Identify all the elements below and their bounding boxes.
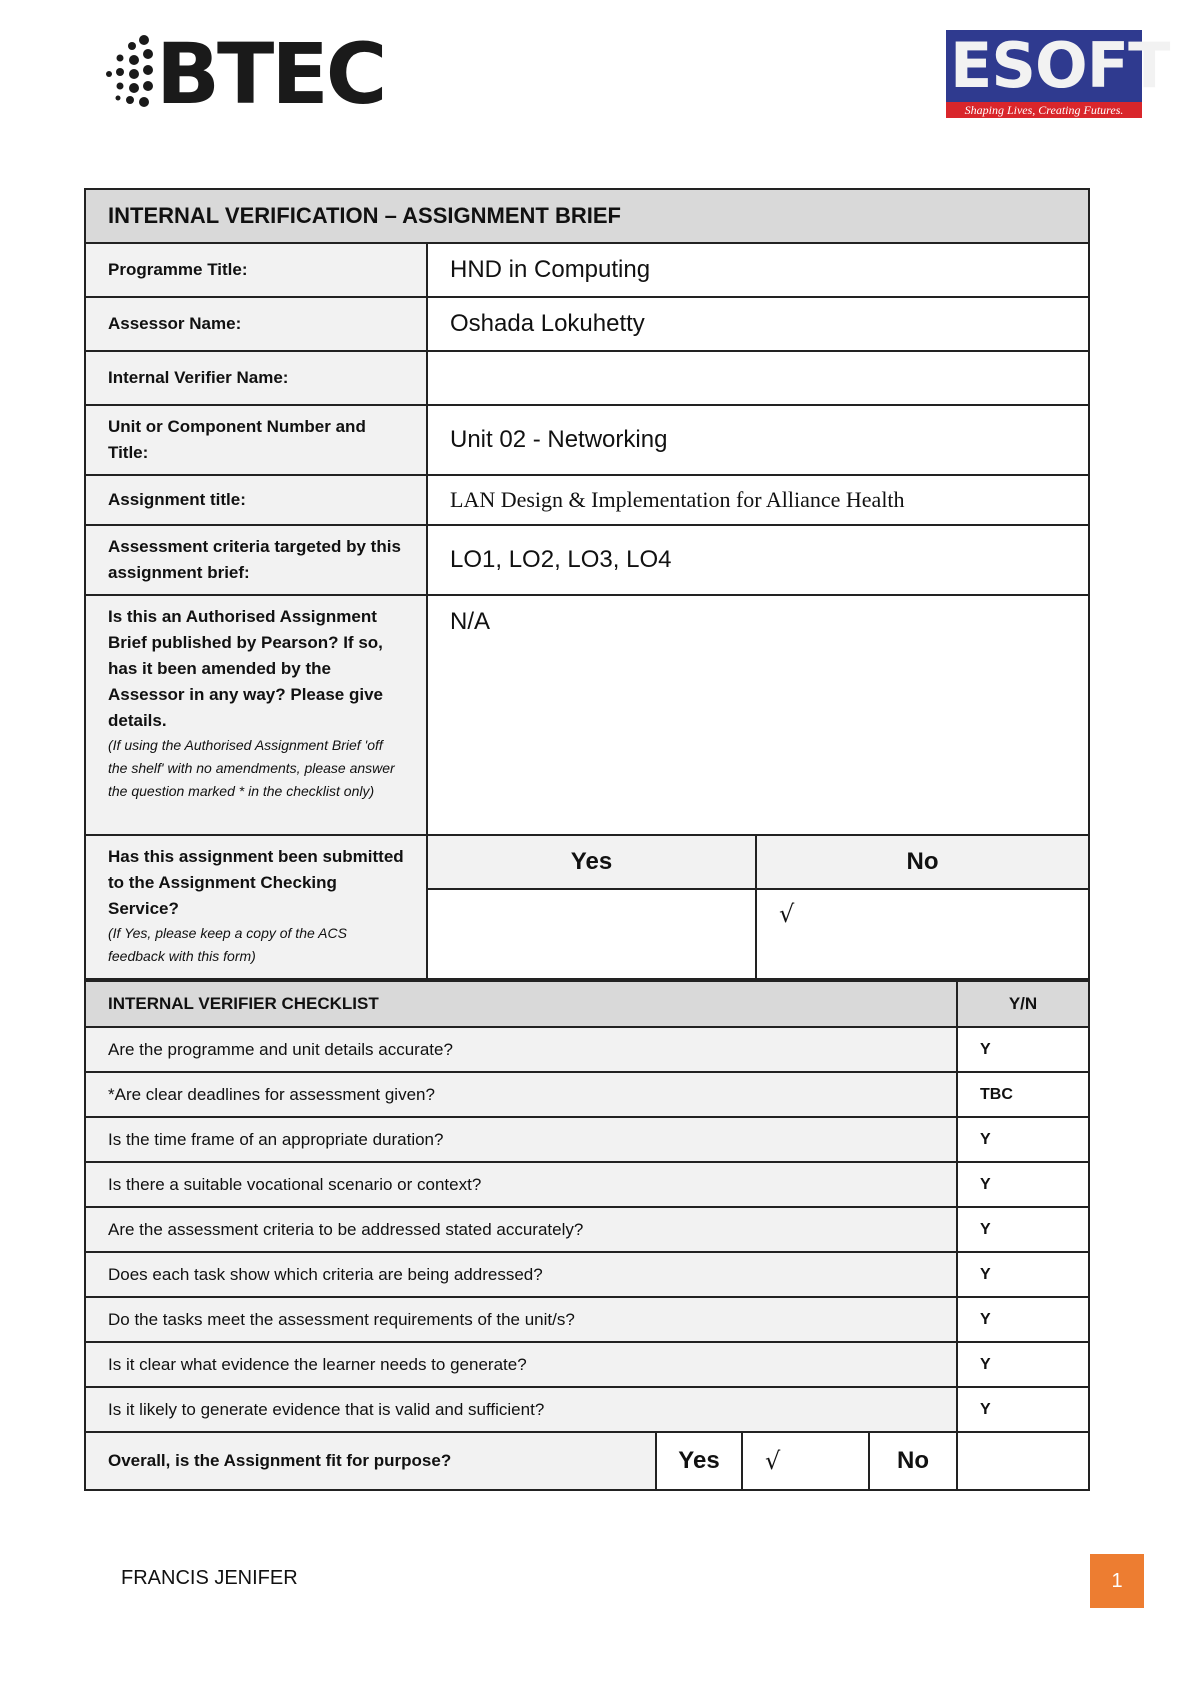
checklist-answer[interactable]: Y	[957, 1297, 1089, 1342]
overall-yes-cell[interactable]: √	[742, 1432, 869, 1490]
checklist-question: Is there a suitable vocational scenario or context?	[85, 1162, 957, 1207]
overall-no-cell[interactable]	[957, 1432, 1089, 1490]
assessment-criteria-label: Assessment criteria targeted by this assignment brief:	[85, 525, 427, 595]
acs-no-cell[interactable]: √	[756, 889, 1089, 979]
checklist-question: Do the tasks meet the assessment requirements of the unit/s?	[85, 1297, 957, 1342]
verifier-checklist-table	[84, 980, 1090, 1491]
btec-logo	[104, 25, 385, 123]
assessor-name-value[interactable]: Oshada Lokuhetty	[427, 297, 1089, 351]
checklist-question: Is it likely to generate evidence that is valid and sufficient?	[85, 1387, 957, 1432]
checklist-answer[interactable]: Y	[957, 1027, 1089, 1072]
brief-details-table	[84, 188, 1090, 980]
unit-label: Unit or Component Number and Title:	[85, 405, 427, 475]
assessor-name-label: Assessor Name:	[85, 297, 427, 351]
internal-verifier-name-label: Internal Verifier Name:	[85, 351, 427, 405]
internal-verifier-name-value[interactable]	[427, 351, 1089, 405]
checklist-row	[85, 1297, 1089, 1342]
unit-value[interactable]: Unit 02 - Networking	[427, 405, 1089, 475]
checklist-row	[85, 1387, 1089, 1432]
esoft-logo	[946, 29, 1170, 118]
checklist-answer[interactable]: Y	[957, 1162, 1089, 1207]
checklist-heading: INTERNAL VERIFIER CHECKLIST	[85, 981, 957, 1027]
assignment-brief-form	[84, 188, 1088, 1491]
footer-author: FRANCIS JENIFER	[121, 1567, 298, 1589]
checklist-answer[interactable]: TBC	[957, 1072, 1089, 1117]
acs-yes-header: Yes	[427, 835, 756, 889]
checklist-row	[85, 1162, 1089, 1207]
programme-title-value[interactable]: HND in Computing	[427, 243, 1089, 297]
btec-dots-icon	[104, 32, 156, 112]
checklist-question: Is the time frame of an appropriate duration?	[85, 1117, 957, 1162]
checklist-answer[interactable]: Y	[957, 1117, 1089, 1162]
acs-label: Has this assignment been submitted to the Assignment Checking Service?	[108, 847, 404, 918]
checklist-question: Does each task show which criteria are being addressed?	[85, 1252, 957, 1297]
acs-question	[85, 835, 427, 979]
overall-no-label: No	[869, 1432, 957, 1490]
authorised-brief-note: (If using the Authorised Assignment Brief 'off the shelf' with no amendments, please answer the question marked * in the checklist only)	[108, 737, 395, 799]
checklist-answer[interactable]: Y	[957, 1252, 1089, 1297]
checklist-answer-heading: Y/N	[957, 981, 1089, 1027]
checklist-question: Is it clear what evidence the learner needs to generate?	[85, 1342, 957, 1387]
checklist-row	[85, 1027, 1089, 1072]
acs-no-header: No	[756, 835, 1089, 889]
programme-title-label: Programme Title:	[85, 243, 427, 297]
authorised-brief-label: Is this an Authorised Assignment Brief published by Pearson? If so, has it been amended by the Assessor in any way? Please give details.	[108, 607, 383, 730]
esoft-tagline: Shaping Lives, Creating Futures.	[946, 102, 1142, 118]
assignment-title-value[interactable]: LAN Design & Implementation for Alliance Health	[427, 475, 1089, 525]
checklist-question: *Are clear deadlines for assessment given?	[85, 1072, 957, 1117]
btec-wordmark: BTEC	[156, 25, 385, 123]
checklist-row	[85, 1342, 1089, 1387]
assessment-criteria-value[interactable]: LO1, LO2, LO3, LO4	[427, 525, 1089, 595]
checklist-answer[interactable]: Y	[957, 1387, 1089, 1432]
checklist-row	[85, 1072, 1089, 1117]
authorised-brief-question	[85, 595, 427, 835]
checklist-answer[interactable]: Y	[957, 1342, 1089, 1387]
checklist-row	[85, 1207, 1089, 1252]
acs-note: (If Yes, please keep a copy of the ACS feedback with this form)	[108, 925, 347, 964]
overall-fit-question: Overall, is the Assignment fit for purpose?	[85, 1432, 656, 1490]
esoft-wordmark: ESOFT	[950, 29, 1170, 102]
acs-yes-cell[interactable]	[427, 889, 756, 979]
page-number-badge: 1	[1090, 1554, 1144, 1608]
checklist-row	[85, 1117, 1089, 1162]
authorised-brief-value[interactable]: N/A	[427, 595, 1089, 835]
form-title: INTERNAL VERIFICATION – ASSIGNMENT BRIEF	[85, 189, 1089, 243]
checklist-question: Are the programme and unit details accurate?	[85, 1027, 957, 1072]
checklist-row	[85, 1252, 1089, 1297]
checklist-answer[interactable]: Y	[957, 1207, 1089, 1252]
checklist-question: Are the assessment criteria to be addressed stated accurately?	[85, 1207, 957, 1252]
overall-yes-label: Yes	[656, 1432, 742, 1490]
overall-fit-row	[85, 1432, 1089, 1490]
assignment-title-label: Assignment title:	[85, 475, 427, 525]
